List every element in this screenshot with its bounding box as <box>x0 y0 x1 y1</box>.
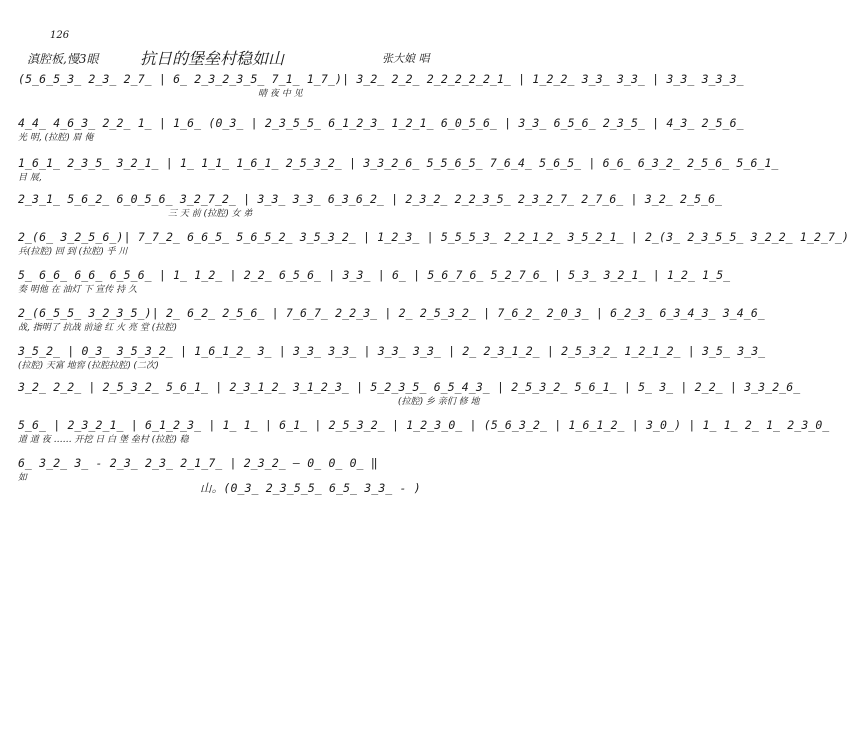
notation-line: 6̲ 3̲2̲ 3̲ - 2̲3̲ 2̲3̲ 2̲1̲7̲ | 2̲3̲2̲ — 0̲ 0̲ 0̲ ‖ <box>18 456 378 470</box>
score-line-4 <box>18 192 723 219</box>
score-line-10 <box>18 418 830 445</box>
notation-line: 2̲(6̲ 3̲2̲5̲6̲)| 7̲7̲2̲ 6̲6̲5̲ 5̲6̲5̲2̲ 3̲5̲3̲2̲ | 1̲2̲3̲ | 5̲5̲5̲3̲ 2̲2̲1̲2̲ 3̲5̲2̲1̲ | 2̲(3̲ 2̲3̲5̲5̲ 3̲2̲2̲ 1̲2̲7̲) <box>18 230 849 244</box>
score-line-9 <box>18 380 801 407</box>
notation-line: 2̲(6̲5̲5̲ 3̲2̲3̲5̲)| 2̲ 6̲2̲ 2̲5̲6̲ | 7̲6̲7̲ 2̲2̲3̲ | 2̲ 2̲5̲3̲2̲ | 7̲6̲2̲ 2̲0̲3̲ | 6̲2̲3̲ 6̲3̲4̲3̲ 3̲4̲6̲ <box>18 306 765 320</box>
lyrics-line: 如 <box>18 473 28 483</box>
notation-line: 2̲3̲1̲ 5̲6̲2̲ 6̲0̲5̲6̲ 3̲2̲7̲2̲ | 3̲3̲ 3̲3̲ 6̲3̲6̲2̲ | 2̲3̲2̲ 2̲2̲3̲5̲ 2̲3̲2̲7̲ 2̲7̲6̲ | 3̲2̲ 2̲5̲6̲ <box>18 192 723 206</box>
score-line-5 <box>18 230 849 257</box>
notation-line: 3̲5̲2̲ | 0̲3̲ 3̲5̲3̲2̲ | 1̲6̲1̲2̲ 3̲ | 3̲3̲ 3̲3̲ | 3̲3̲ 3̲3̲ | 2̲ 2̲3̲1̲2̲ | 2̲5̲3̲2̲ 1̲2̲1̲2̲ | 3̲5̲ 3̲3̲ <box>18 344 766 358</box>
lyrics-line: 兵(拉腔) 回 到 (拉腔) 乎 川 <box>18 247 128 257</box>
score-line-8 <box>18 344 766 371</box>
lyrics-line: 晴 夜 中 见 <box>258 89 303 99</box>
notation-line: (5̲6̲5̲3̲ 2̲3̲ 2̲7̲ | 6̲ 2̲3̲2̲3̲5̲ 7̲1̲ 1̲7̲)| 3̲2̲ 2̲2̲ 2̲2̲2̲2̲2̲1̲ | 1̲2̲2̲ 3̲3̲ 3̲3̲ | 3̲3̲ 3̲3̲3̲ <box>18 72 744 86</box>
lyrics-line: (拉腔) 乡 亲们 修 地 <box>398 397 480 407</box>
lyrics-line: 战, 指明了 抗战 前途 红 火 亮 堂 (拉腔) <box>18 323 177 333</box>
singer-credit: 张大娘 唱 <box>382 52 430 65</box>
lyrics-line: 三 天 前 (拉腔) 女 弟 <box>168 209 253 219</box>
notation-line: 山。(0̲3̲ 2̲3̲5̲5̲ 6̲5̲ 3̲3̲ - ) <box>200 481 421 495</box>
notation-line: 4̲4̲ 4̲6̲3̲ 2̲2̲ 1̲ | 1̲6̲ (0̲3̲ | 2̲3̲5̲5̲ 6̲1̲2̲3̲ 1̲2̲1̲ 6̲0̲5̲6̲ | 3̲3̲ 6̲5̲6̲ 2̲3̲5̲ | 4̲3̲ 2̲5̲6̲ <box>18 116 744 130</box>
notation-line: 5̲ 6̲6̲ 6̲6̲ 6̲5̲6̲ | 1̲ 1̲2̲ | 2̲2̲ 6̲5̲6̲ | 3̲3̲ | 6̲ | 5̲6̲7̲6̲ 5̲2̲7̲6̲ | 5̲3̲ 3̲2̲1̲ | 1̲2̲ 1̲5̲ <box>18 268 731 282</box>
score-title: 抗日的堡垒村稳如山 <box>140 49 285 68</box>
lyrics-line: 道 道 夜 …… 开挖 日 白 堡 垒村 (拉腔) 稳 <box>18 435 189 445</box>
score-line-11 <box>18 456 518 483</box>
tune-label: 滇腔板,慢3眼 <box>27 52 99 66</box>
score-line-12 <box>200 480 500 496</box>
score-line-6 <box>18 268 731 295</box>
score-line-7 <box>18 306 765 333</box>
score-line-2 <box>18 116 744 143</box>
score-line-1 <box>18 72 744 99</box>
notation-line: 3̲2̲ 2̲2̲ | 2̲5̲3̲2̲ 5̲6̲1̲ | 2̲3̲1̲2̲ 3̲1̲2̲3̲ | 5̲2̲3̲5̲ 6̲5̲4̲3̲ | 2̲5̲3̲2̲ 5̲6̲1̲ | 5̲ 3̲ | 2̲2̲ | 3̲3̲2̲6̲ <box>18 380 801 394</box>
notation-line: 1̲6̲1̲ 2̲3̲5̲ 3̲2̲1̲ | 1̲ 1̲1̲ 1̲6̲1̲ 2̲5̲3̲2̲ | 3̲3̲2̲6̲ 5̲5̲6̲5̲ 7̲6̲4̲ 5̲6̲5̲ | 6̲6̲ 6̲3̲2̲ 2̲5̲6̲ 5̲6̲1̲ <box>18 156 779 170</box>
lyrics-line: 目 展, <box>18 173 42 183</box>
page-number: 126 <box>50 30 70 41</box>
notation-line: 5̲6̲ | 2̲3̲2̲1̲ | 6̲1̲2̲3̲ | 1̲ 1̲ | 6̲1̲ | 2̲5̲3̲2̲ | 1̲2̲3̲0̲ | (5̲6̲3̲2̲ | 1̲6̲1̲2̲ | 3̲0̲) | 1̲ 1̲ 2̲ 1̲ 2̲3̲0̲ <box>18 418 830 432</box>
lyrics-line: (拉腔) 天富 地窖 (拉腔拉腔) (二次) <box>18 361 159 371</box>
score-line-3 <box>18 156 779 183</box>
lyrics-line: 奏 明他 在 油灯 下 宣传 持 久 <box>18 285 138 295</box>
lyrics-line: 光 明, (拉腔) 眉 俺 <box>18 133 94 143</box>
